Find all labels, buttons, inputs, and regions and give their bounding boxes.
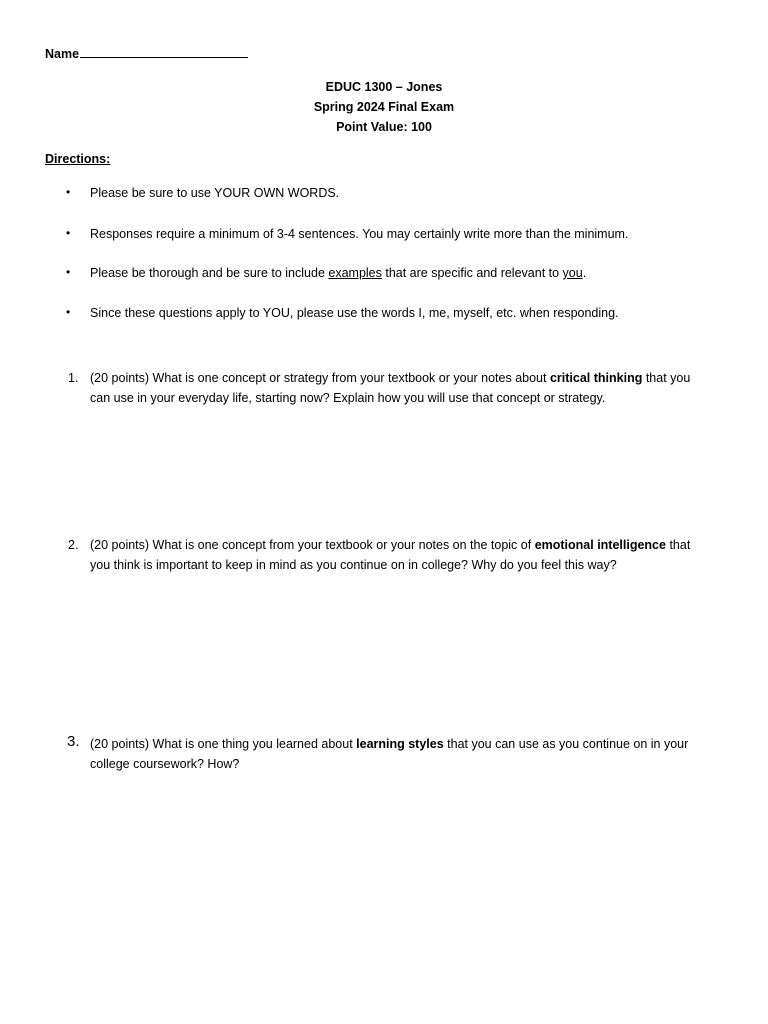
point-value: Point Value: 100 bbox=[336, 120, 432, 134]
course-title: EDUC 1300 – Jones bbox=[325, 80, 443, 94]
exam-title: Spring 2024 Final Exam bbox=[313, 100, 455, 114]
bullet-icon: • bbox=[66, 305, 71, 319]
keyword-learning-styles: learning styles bbox=[356, 737, 444, 751]
direction-item: Please be thorough and be sure to include examples that are specific and relevant to you. bbox=[90, 266, 587, 280]
name-blank-line bbox=[80, 47, 248, 58]
bullet-icon: • bbox=[66, 265, 71, 279]
underlined-examples: examples bbox=[328, 266, 382, 280]
question-1: (20 points) What is one concept or strategy from your textbook or your notes about critical thinking that you can use in your everyday life, starting now? Explain how you will use that concept or strategy. bbox=[90, 371, 691, 405]
bullet-icon: • bbox=[66, 226, 71, 240]
question-number: 1. bbox=[68, 371, 79, 385]
direction-item: Responses require a minimum of 3-4 sentences. You may certainly write more than the minimum. bbox=[90, 227, 629, 241]
directions-heading: Directions: bbox=[45, 152, 111, 166]
question-3: (20 points) What is one thing you learned about learning styles that you can use as you continue on in your college coursework? How? bbox=[90, 737, 689, 771]
direction-item: Please be sure to use YOUR OWN WORDS. bbox=[90, 186, 340, 200]
keyword-emotional-intelligence: emotional intelligence bbox=[534, 538, 666, 552]
name-field bbox=[45, 47, 248, 61]
direction-item: Since these questions apply to YOU, please use the words I, me, myself, etc. when responding. bbox=[90, 306, 619, 320]
underlined-you: you bbox=[562, 266, 583, 280]
question-2: (20 points) What is one concept from your textbook or your notes on the topic of emotional intelligence that you think is important to keep in mind as you continue on in college? Why do you feel this way? bbox=[90, 538, 691, 572]
question-number: 2. bbox=[68, 538, 79, 552]
keyword-critical-thinking: critical thinking bbox=[549, 371, 643, 385]
bullet-icon: • bbox=[66, 185, 71, 199]
question-number: 3. bbox=[67, 733, 80, 750]
name-label: Name bbox=[45, 47, 80, 61]
